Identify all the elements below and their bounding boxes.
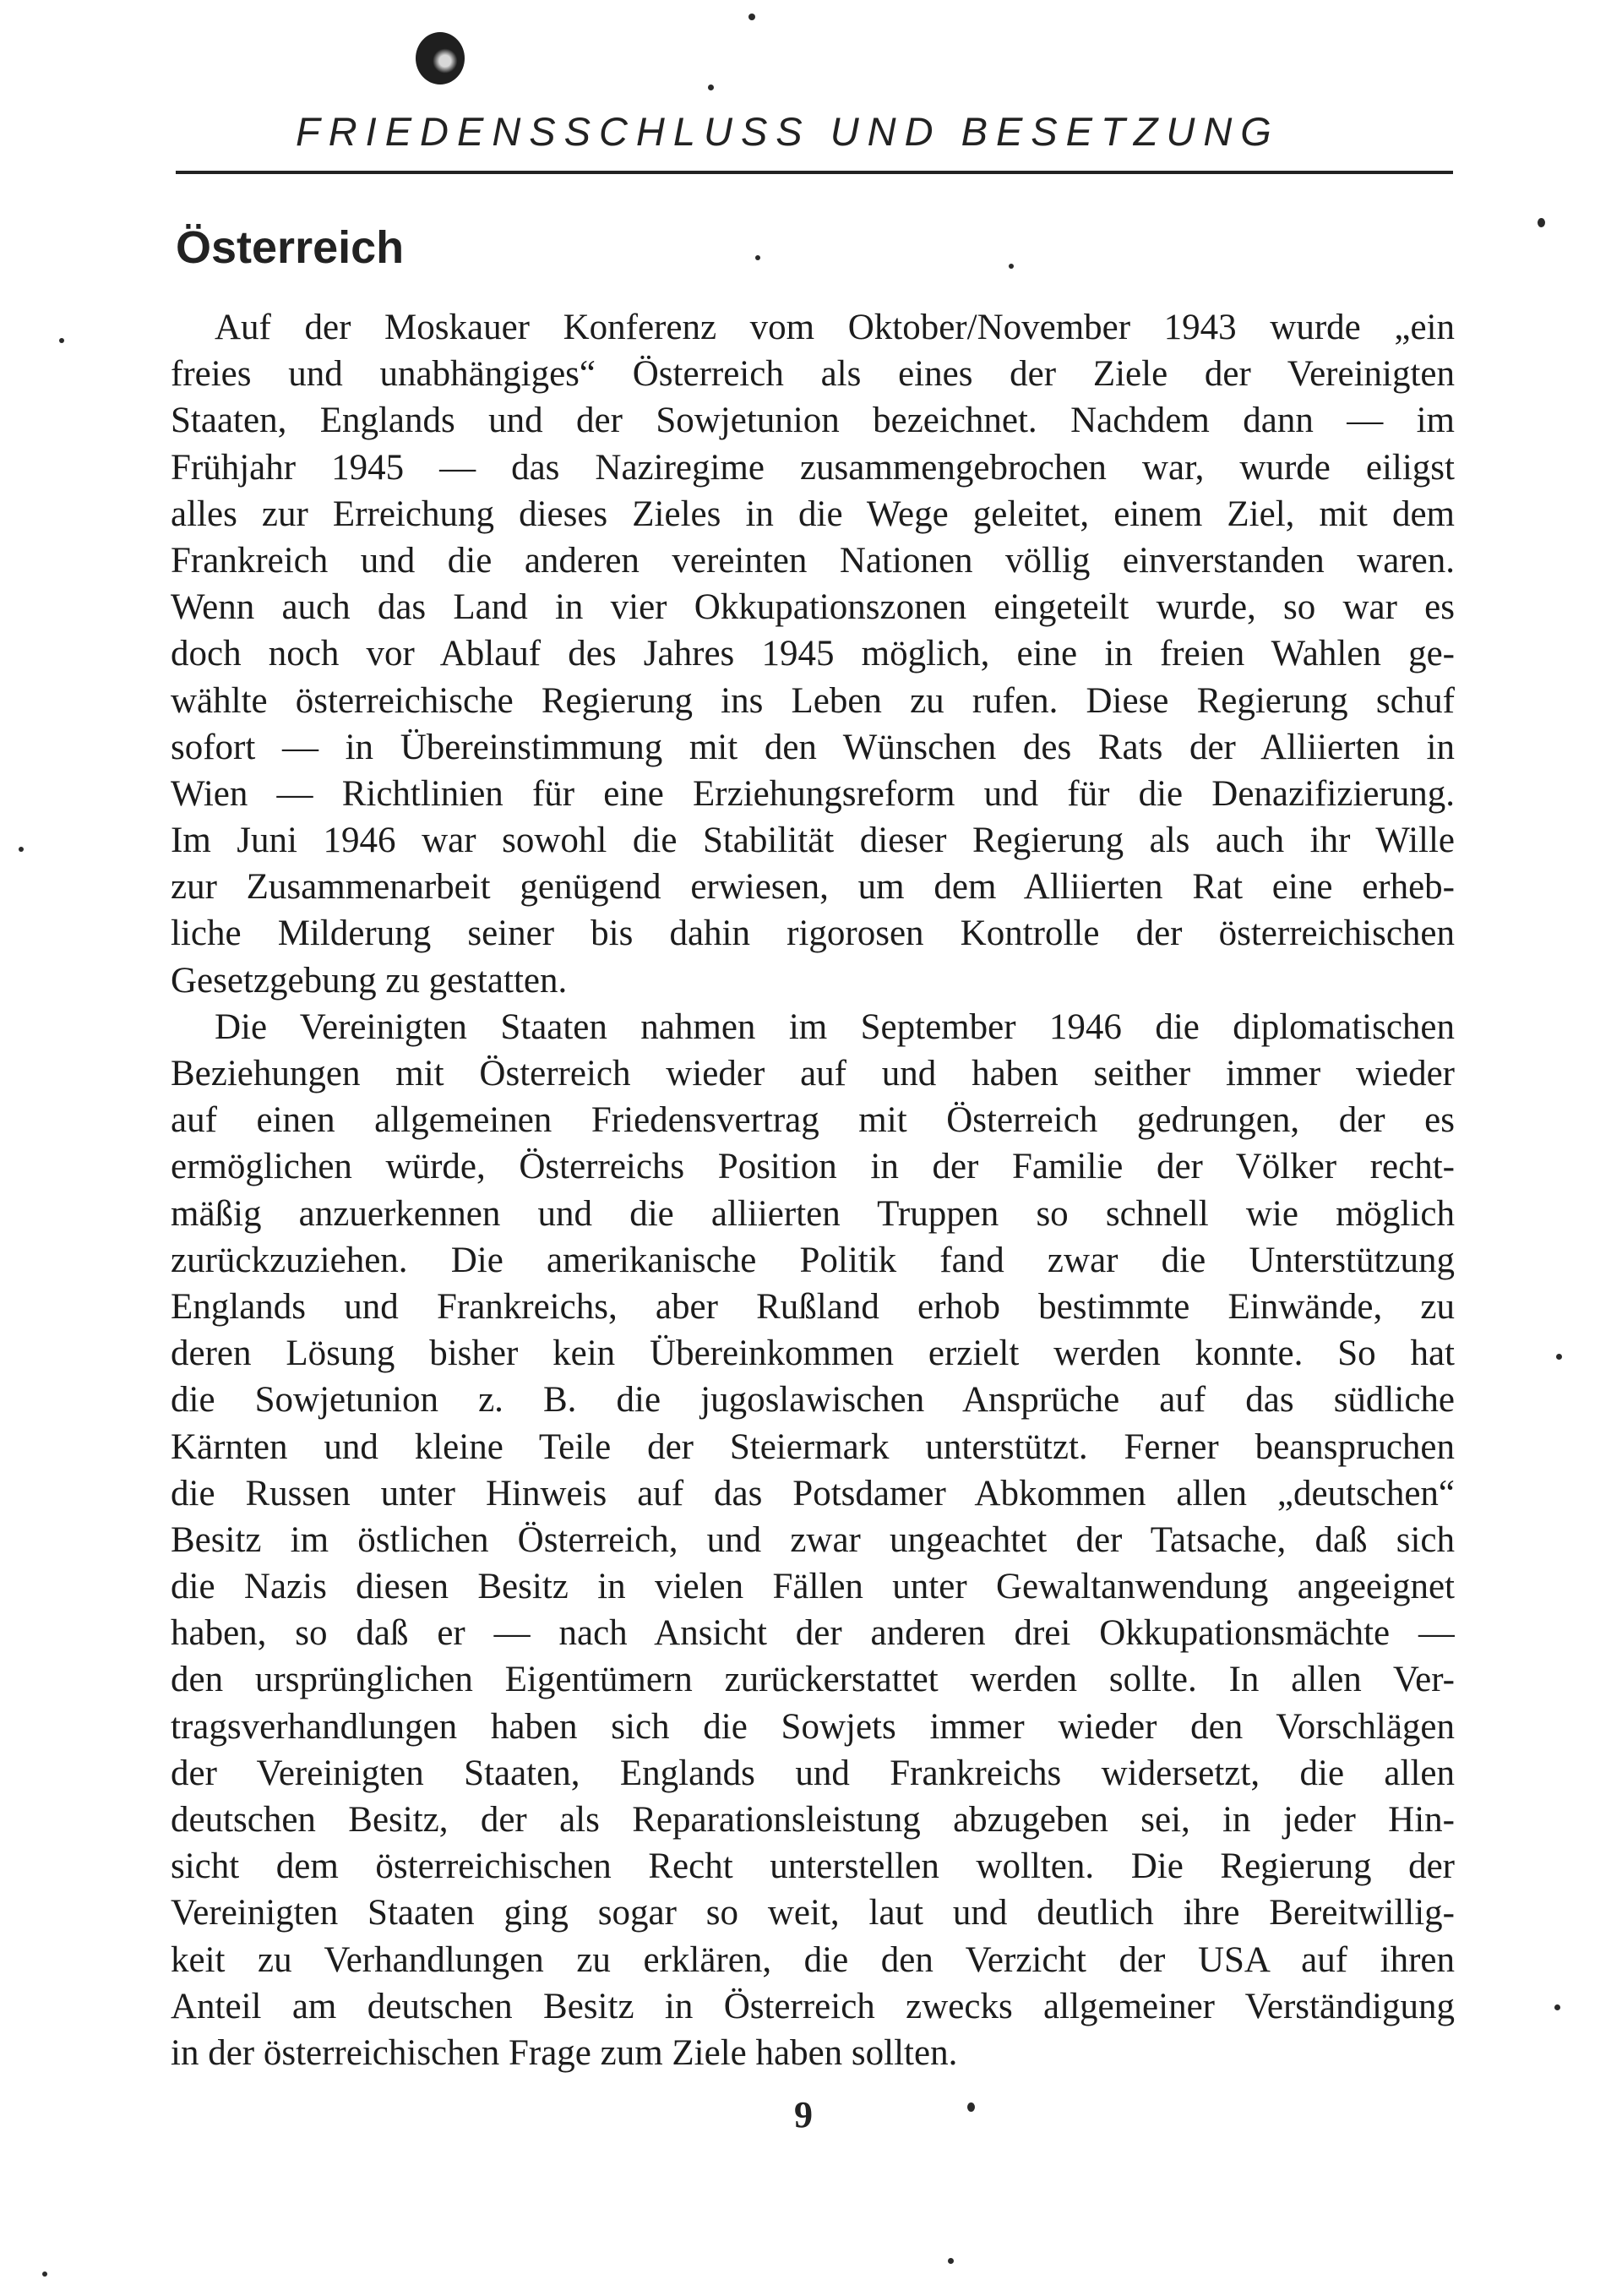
text-line: zurückzuziehen. Die amerikanische Politik fand zwar die Unterstützung xyxy=(171,1240,1455,1280)
scan-speck xyxy=(59,338,64,343)
text-line: doch noch vor Ablauf des Jahres 1945 möglich, eine in freien Wahlen ge- xyxy=(171,634,1455,674)
text-line: zur Zusammenarbeit genügend erwiesen, um dem Alliierten Rat eine erheb- xyxy=(171,867,1455,908)
header-rule xyxy=(176,171,1453,174)
running-header: FRIEDENSSCHLUSS UND BESETZUNG xyxy=(296,109,1280,154)
ink-blot xyxy=(416,32,465,85)
text-line: mäßig anzuerkennen und die alliierten Truppen so schnell wie möglich xyxy=(171,1193,1455,1234)
text-line: keit zu Verhandlungen zu erklären, die den Verzicht der USA auf ihren xyxy=(171,1939,1455,1980)
text-line: sicht dem österreichischen Recht unterstellen wollten. Die Regierung der xyxy=(171,1846,1455,1887)
text-line: deren Lösung bisher kein Übereinkommen erzielt werden konnte. So hat xyxy=(171,1333,1455,1374)
text-line: Vereinigten Staaten ging sogar so weit, laut und deutlich ihre Bereitwillig- xyxy=(171,1893,1455,1933)
text-line: haben, so daß er — nach Ansicht der anderen drei Okkupationsmächte — xyxy=(171,1613,1455,1654)
text-line: der Vereinigten Staaten, Englands und Frankreichs widersetzt, die allen xyxy=(171,1753,1455,1793)
text-line: Staaten, Englands und der Sowjetunion bezeichnet. Nachdem dann — im xyxy=(171,401,1455,441)
paragraph-1 xyxy=(171,304,1455,1004)
text-line: ermöglichen würde, Österreichs Position in der Familie der Völker recht- xyxy=(171,1147,1455,1187)
text-line: Gesetzgebung zu gestatten. xyxy=(171,960,568,1001)
text-line: in der österreichischen Frage zum Ziele haben sollten. xyxy=(171,2032,958,2073)
text-line: den ursprünglichen Eigentümern zurückerstattet werden sollte. In allen Ver- xyxy=(171,1660,1455,1700)
scan-speck xyxy=(967,2102,975,2112)
text-line: alles zur Erreichung dieses Zieles in die Wege geleitet, einem Ziel, mit dem xyxy=(171,494,1455,534)
scan-speck xyxy=(1009,264,1014,269)
text-line: freies und unabhängiges“ Österreich als eines der Ziele der Vereinigten xyxy=(171,354,1455,395)
text-line: die Sowjetunion z. B. die jugoslawischen Ansprüche auf das südliche xyxy=(171,1380,1455,1421)
text-line: liche Milderung seiner bis dahin rigorosen Kontrolle der österreichischen xyxy=(171,913,1455,954)
scan-speck xyxy=(755,255,760,260)
scan-speck xyxy=(1554,2004,1560,2010)
text-line: Wien — Richtlinien für eine Erziehungsreform und für die Denazifizierung. xyxy=(171,773,1455,814)
text-line: Besitz im östlichen Österreich, und zwar ungeachtet der Tatsache, daß sich xyxy=(171,1519,1455,1560)
scan-speck xyxy=(1556,1354,1562,1360)
text-line: sofort — in Übereinstimmung mit den Wünschen des Rats der Alliierten in xyxy=(171,727,1455,767)
text-line: die Nazis diesen Besitz in vielen Fällen unter Gewaltanwendung angeeignet xyxy=(171,1567,1455,1607)
scan-speck xyxy=(42,2271,47,2277)
scan-speck xyxy=(19,847,24,852)
text-line: Beziehungen mit Österreich wieder auf und haben seither immer wieder xyxy=(171,1054,1455,1093)
text-line: die Russen unter Hinweis auf das Potsdamer Abkommen allen „deutschen“ xyxy=(171,1473,1455,1513)
scan-speck xyxy=(708,85,714,90)
scan-speck xyxy=(748,14,755,20)
text-line: Frankreich und die anderen vereinten Nationen völlig einverstanden waren. xyxy=(171,540,1455,581)
scan-speck xyxy=(1538,218,1545,227)
text-line: wählte österreichische Regierung ins Leben zu rufen. Diese Regierung schuf xyxy=(171,680,1455,721)
text-line: auf einen allgemeinen Friedensvertrag mit Österreich gedrungen, der es xyxy=(171,1100,1455,1141)
text-line: Kärnten und kleine Teile der Steiermark unterstützt. Ferner beanspruchen xyxy=(171,1426,1455,1467)
text-line: Englands und Frankreichs, aber Rußland erhob bestimmte Einwände, zu xyxy=(171,1286,1455,1327)
text-line: Wenn auch das Land in vier Okkupationszonen eingeteilt wurde, so war es xyxy=(171,587,1455,628)
text-line: Anteil am deutschen Besitz in Österreich zwecks allgemeiner Verständigung xyxy=(171,1986,1455,2026)
page-number: 9 xyxy=(794,2094,813,2135)
text-line: deutschen Besitz, der als Reparationsleistung abzugeben sei, in jeder Hin- xyxy=(171,1800,1455,1840)
text-line: Auf der Moskauer Konferenz vom Oktober/November 1943 wurde „ein xyxy=(215,308,1455,347)
scan-speck xyxy=(948,2258,954,2264)
section-title: Österreich xyxy=(176,222,405,273)
body-text xyxy=(171,304,1455,2076)
text-line: Frühjahr 1945 — das Naziregime zusammengebrochen war, wurde eiligst xyxy=(171,447,1455,488)
text-line: Die Vereinigten Staaten nahmen im September 1946 die diplomatischen xyxy=(215,1006,1455,1047)
text-line: tragsverhandlungen haben sich die Sowjets immer wieder den Vorschlägen xyxy=(171,1706,1455,1747)
paragraph-2 xyxy=(171,1004,1455,2076)
text-line: Im Juni 1946 war sowohl die Stabilität dieser Regierung als auch ihr Wille xyxy=(171,821,1455,861)
